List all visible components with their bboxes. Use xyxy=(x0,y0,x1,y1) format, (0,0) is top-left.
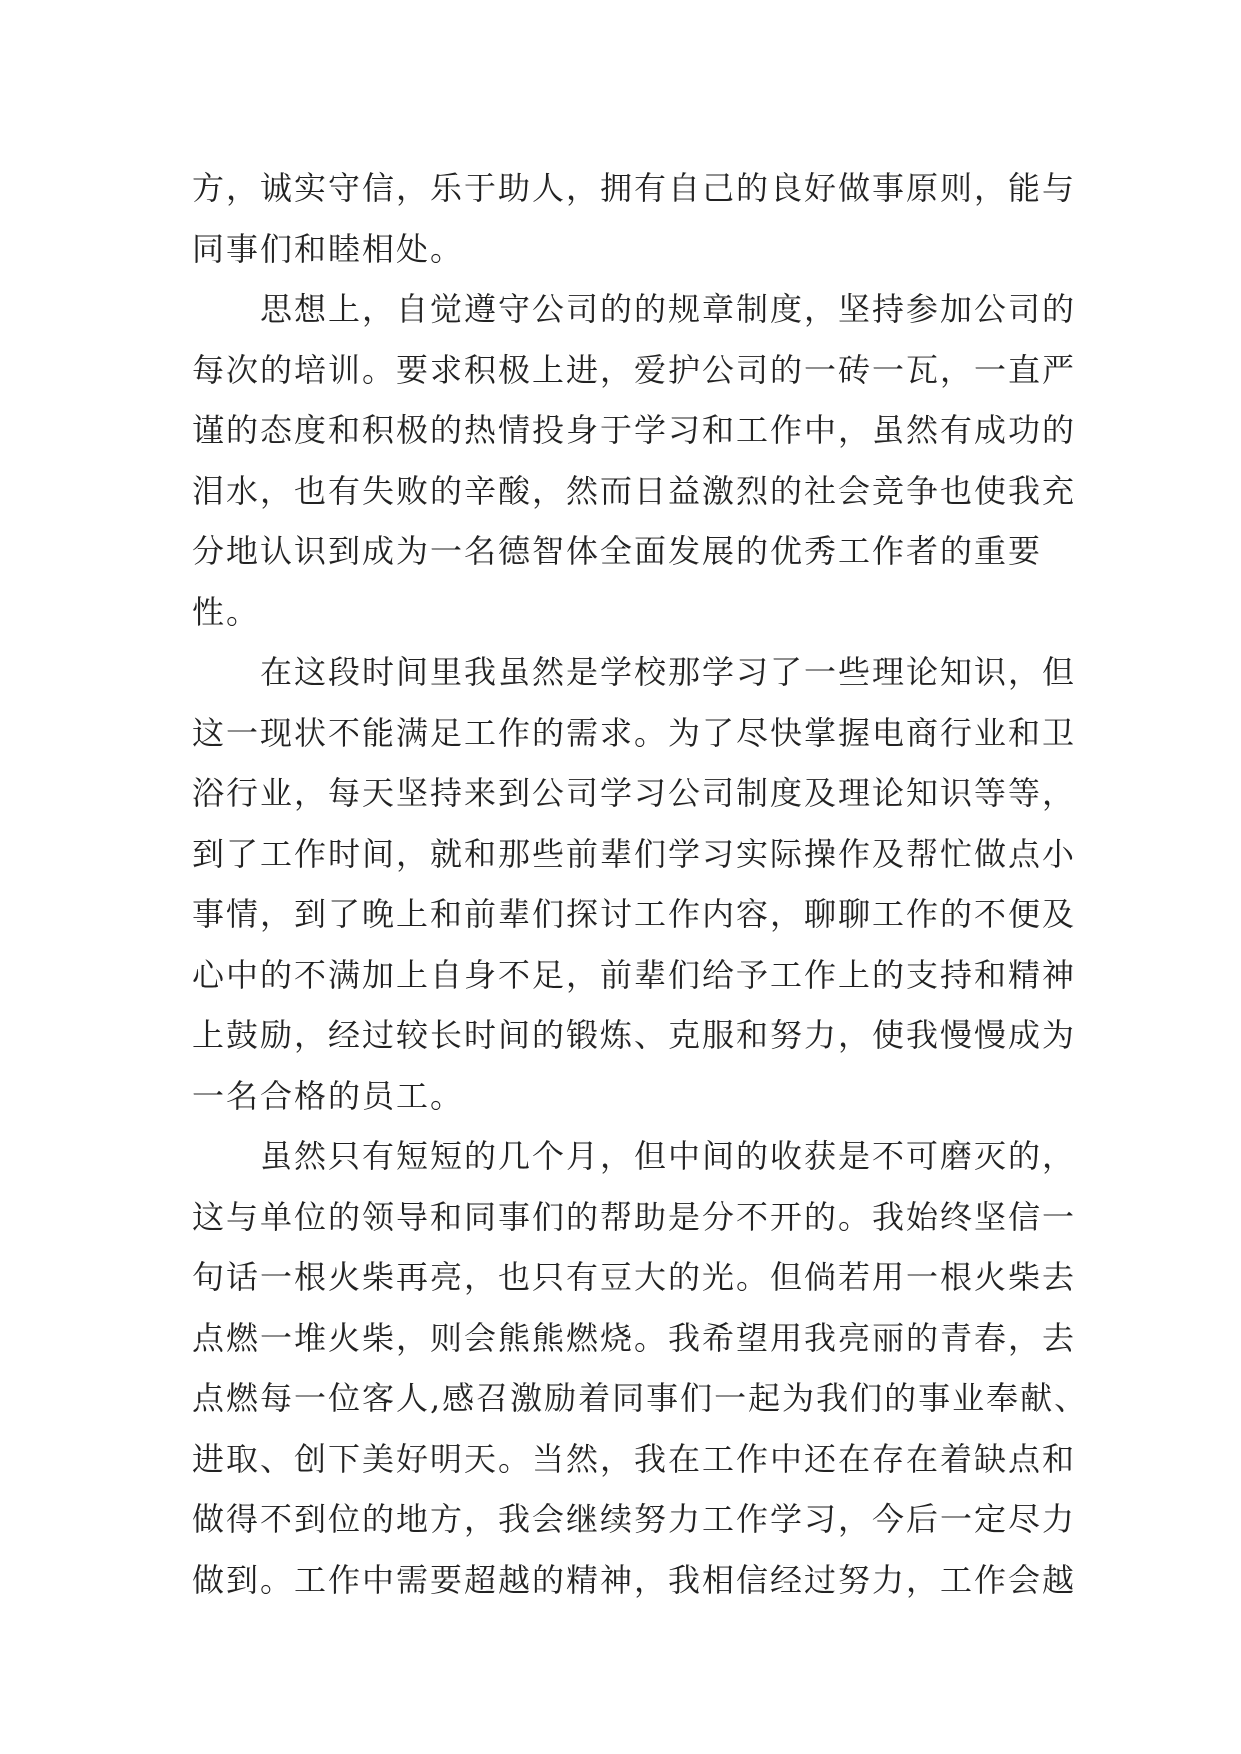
text-line: 性。 xyxy=(192,592,261,631)
text-line: 句话一根火柴再亮，也只有豆大的光。但倘若用一根火柴去 xyxy=(192,1258,1077,1296)
text-line: 点燃每一位客人,感召激励着同事们一起为我们的事业奉献、 xyxy=(192,1379,1089,1417)
text-line: 方，诚实守信，乐于助人，拥有自己的良好做事原则，能与 xyxy=(192,169,1077,207)
text-line: 上鼓励，经过较长时间的锻炼、克服和努力，使我慢慢成为 xyxy=(192,1016,1077,1054)
text-line: 做得不到位的地方，我会继续努力工作学习，今后一定尽力 xyxy=(192,1500,1077,1538)
text-line: 谨的态度和积极的热情投身于学习和工作中，虽然有成功的 xyxy=(192,411,1077,449)
text-line: 泪水，也有失败的辛酸，然而日益激烈的社会竞争也使我充 xyxy=(192,471,1077,510)
paragraph-first-line: 在这段时间里我虽然是学校那学习了一些理论知识，但 xyxy=(260,653,1077,691)
paragraph-first-line: 思想上，自觉遵守公司的的规章制度，坚持参加公司的 xyxy=(260,290,1077,328)
text-line: 每次的培训。要求积极上进，爱护公司的一砖一瓦，一直严 xyxy=(192,350,1077,389)
text-line: 到了工作时间，就和那些前辈们学习实际操作及帮忙做点小 xyxy=(192,834,1077,873)
text-line: 这与单位的领导和同事们的帮助是分不开的。我始终坚信一 xyxy=(192,1197,1077,1236)
text-line: 做到。工作中需要超越的精神，我相信经过努力，工作会越 xyxy=(192,1560,1077,1599)
text-line: 进取、创下美好明天。当然，我在工作中还在存在着缺点和 xyxy=(192,1439,1077,1478)
paragraph-first-line: 虽然只有短短的几个月，但中间的收获是不可磨灭的， xyxy=(260,1137,1077,1175)
text-line: 浴行业，每天坚持来到公司学习公司制度及理论知识等等， xyxy=(192,774,1077,812)
body-text xyxy=(192,158,1089,1610)
text-line: 这一现状不能满足工作的需求。为了尽快掌握电商行业和卫 xyxy=(192,713,1077,752)
text-line: 一名合格的员工。 xyxy=(192,1076,465,1115)
text-line: 同事们和睦相处。 xyxy=(192,229,465,268)
text-line: 心中的不满加上自身不足，前辈们给予工作上的支持和精神 xyxy=(192,955,1077,994)
text-line: 事情，到了晚上和前辈们探讨工作内容，聊聊工作的不便及 xyxy=(192,895,1077,933)
text-line: 点燃一堆火柴，则会熊熊燃烧。我希望用我亮丽的青春，去 xyxy=(192,1318,1077,1357)
text-line: 分地认识到成为一名德智体全面发展的优秀工作者的重要 xyxy=(192,532,1043,570)
